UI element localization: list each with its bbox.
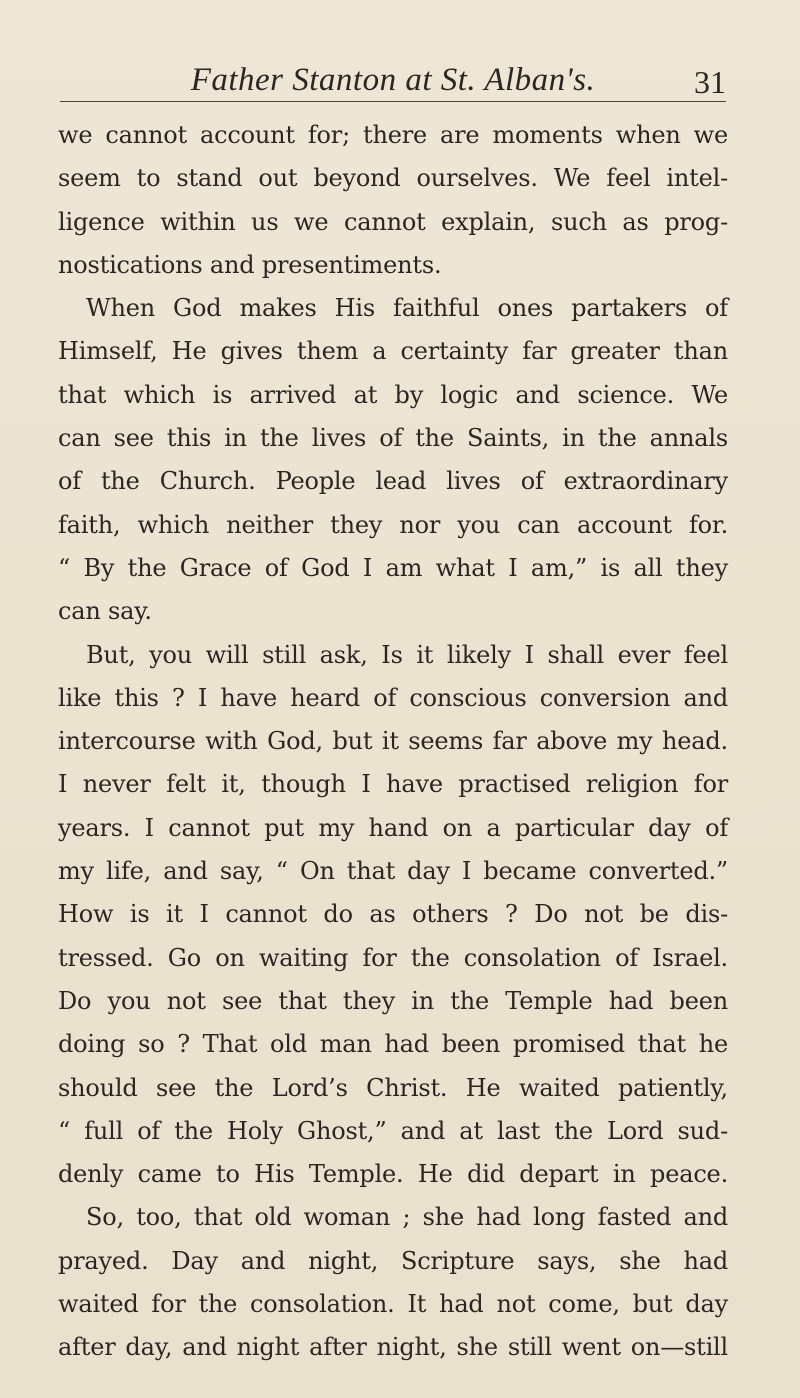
text-line: should see the Lord’s Christ. He waited patiently, [58, 1073, 728, 1102]
running-title: Father Stanton at St. Alban's. [190, 62, 596, 98]
text-line: ligence within us we cannot explain, such as prog- [58, 207, 728, 236]
text-line: after day, and night after night, she still went on—still [58, 1333, 728, 1362]
text-line: my life, and say, “ On that day I became converted.” [58, 857, 728, 886]
text-line: like this ? I have heard of conscious conversion and [58, 683, 728, 712]
text-line: But, you will still ask, Is it likely I shall ever feel [86, 640, 728, 669]
text-line: doing so ? That old man had been promised that he [58, 1030, 728, 1059]
text-line: tressed. Go on waiting for the consolation of Israel. [58, 943, 728, 972]
text-line: “ full of the Holy Ghost,” and at last the Lord sud- [58, 1116, 728, 1145]
body-text [58, 114, 728, 1370]
running-header [60, 62, 726, 102]
text-line: Himself, He gives them a certainty far greater than [58, 337, 728, 366]
text-line: Do you not see that they in the Temple had been [58, 986, 728, 1015]
text-line: prayed. Day and night, Scripture says, she had [58, 1246, 728, 1275]
text-line: that which is arrived at by logic and science. We [58, 380, 728, 409]
text-line: faith, which neither they nor you can account for. [58, 510, 728, 539]
text-line: can say. [58, 597, 152, 626]
text-line: seem to stand out beyond ourselves. We feel intel- [58, 164, 728, 193]
text-line: of the Church. People lead lives of extraordinary [58, 467, 728, 496]
text-line: waited for the consolation. It had not come, but day [58, 1290, 728, 1319]
text-line: How is it I cannot do as others ? Do not be dis- [58, 900, 728, 929]
text-line: years. I cannot put my hand on a particular day of [58, 813, 728, 842]
text-line: So, too, that old woman ; she had long fasted and [86, 1203, 728, 1232]
text-line: can see this in the lives of the Saints, in the annals [58, 424, 728, 453]
text-line: “ By the Grace of God I am what I am,” is all they [58, 553, 728, 582]
text-line: nostications and presentiments. [58, 250, 442, 279]
page-number: 31 [694, 64, 726, 100]
text-line: we cannot account for; there are moments when we [58, 121, 728, 149]
text-line: intercourse with God, but it seems far above my head. [58, 727, 728, 756]
header-rule [60, 101, 726, 102]
text-line: When God makes His faithful ones partakers of [86, 294, 728, 323]
text-line: I never felt it, though I have practised religion for [58, 770, 728, 799]
text-line: denly came to His Temple. He did depart in peace. [58, 1160, 728, 1189]
